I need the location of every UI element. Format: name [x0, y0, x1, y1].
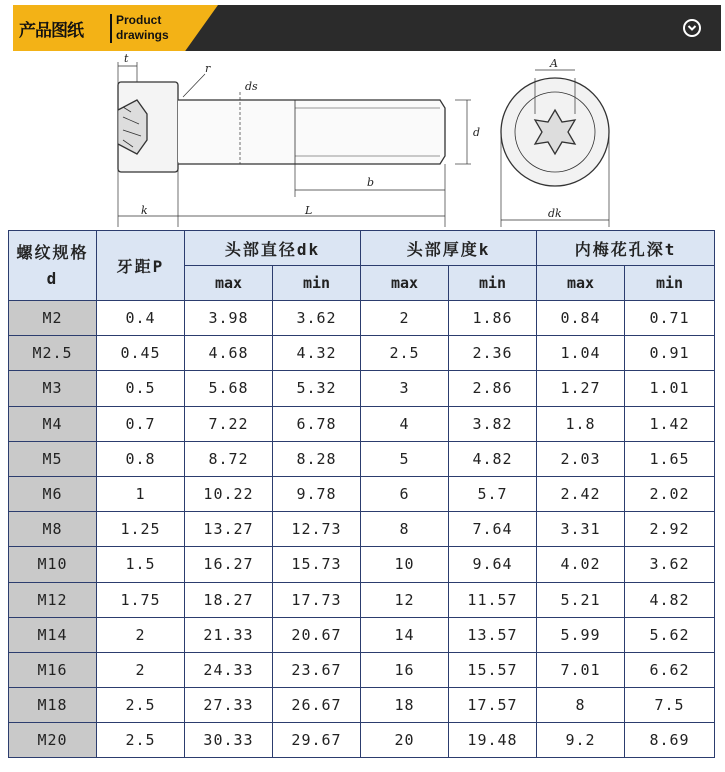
label-b: b	[367, 176, 375, 189]
table-cell: 4.82	[625, 582, 715, 617]
table-cell: 8	[537, 688, 625, 723]
header-k-max: max	[361, 266, 449, 301]
header-pitch: 牙距P	[97, 231, 185, 301]
table-cell: 15.73	[273, 547, 361, 582]
table-row	[9, 406, 715, 441]
label-t: t	[124, 52, 129, 65]
table-cell: 8.28	[273, 441, 361, 476]
table-cell: 13.27	[185, 512, 273, 547]
table-cell: 7.64	[449, 512, 537, 547]
spec-cell: M2.5	[9, 336, 97, 371]
table-cell: 2.86	[449, 371, 537, 406]
table-cell: 3.82	[449, 406, 537, 441]
table-cell: 2	[361, 301, 449, 336]
table-cell: 4.02	[537, 547, 625, 582]
table-cell: 9.2	[537, 723, 625, 758]
table-cell: 1.04	[537, 336, 625, 371]
table-cell: 5.32	[273, 371, 361, 406]
table-cell: 15.57	[449, 652, 537, 687]
table-cell: 0.4	[97, 301, 185, 336]
table-cell: 2.5	[97, 723, 185, 758]
table-cell: 1.25	[97, 512, 185, 547]
table-row	[9, 723, 715, 758]
header-k: 头部厚度k	[361, 231, 537, 266]
spec-cell: M14	[9, 617, 97, 652]
label-ds: ds	[245, 80, 258, 93]
header-k-min: min	[449, 266, 537, 301]
table-cell: 4	[361, 406, 449, 441]
table-cell: 2.5	[97, 688, 185, 723]
header-title-cn: 产品图纸	[19, 21, 83, 41]
spec-cell: M3	[9, 371, 97, 406]
table-cell: 7.22	[185, 406, 273, 441]
label-d: d	[473, 126, 481, 139]
table-row	[9, 582, 715, 617]
spec-cell: M12	[9, 582, 97, 617]
header-spec: 螺纹规格d	[9, 231, 97, 301]
table-cell: 0.91	[625, 336, 715, 371]
table-cell: 0.71	[625, 301, 715, 336]
header-t-max: max	[537, 266, 625, 301]
header-t: 内梅花孔深t	[537, 231, 715, 266]
table-cell: 18	[361, 688, 449, 723]
table-cell: 12	[361, 582, 449, 617]
table-cell: 24.33	[185, 652, 273, 687]
table-cell: 2	[97, 617, 185, 652]
header-divider	[110, 14, 112, 43]
table-cell: 30.33	[185, 723, 273, 758]
chevron-down-circle-icon[interactable]	[683, 19, 701, 37]
page-header	[13, 5, 721, 51]
table-cell: 5.99	[537, 617, 625, 652]
table-cell: 2.03	[537, 441, 625, 476]
table-cell: 3.62	[273, 301, 361, 336]
table-row	[9, 301, 715, 336]
table-cell: 2.36	[449, 336, 537, 371]
table-cell: 5.62	[625, 617, 715, 652]
spec-cell: M10	[9, 547, 97, 582]
table-cell: 3.98	[185, 301, 273, 336]
table-cell: 20	[361, 723, 449, 758]
table-cell: 26.67	[273, 688, 361, 723]
table-row	[9, 336, 715, 371]
table-cell: 17.73	[273, 582, 361, 617]
header-t-min: min	[625, 266, 715, 301]
bolt-shank	[178, 100, 445, 164]
header-dk-min: min	[273, 266, 361, 301]
table-cell: 4.32	[273, 336, 361, 371]
table-cell: 6	[361, 476, 449, 511]
spec-cell: M4	[9, 406, 97, 441]
spec-cell: M5	[9, 441, 97, 476]
table-cell: 7.5	[625, 688, 715, 723]
table-cell: 2.02	[625, 476, 715, 511]
table-cell: 0.5	[97, 371, 185, 406]
table-cell: 21.33	[185, 617, 273, 652]
table-cell: 1.5	[97, 547, 185, 582]
table-cell: 1.65	[625, 441, 715, 476]
table-cell: 4.82	[449, 441, 537, 476]
table-row	[9, 617, 715, 652]
table-cell: 10	[361, 547, 449, 582]
table-cell: 4.68	[185, 336, 273, 371]
table-cell: 23.67	[273, 652, 361, 687]
label-A: A	[550, 57, 558, 70]
table-row	[9, 652, 715, 687]
table-cell: 12.73	[273, 512, 361, 547]
spec-cell: M6	[9, 476, 97, 511]
table-row	[9, 512, 715, 547]
table-cell: 18.27	[185, 582, 273, 617]
spec-cell: M18	[9, 688, 97, 723]
table-cell: 3.31	[537, 512, 625, 547]
table-cell: 6.78	[273, 406, 361, 441]
table-cell: 10.22	[185, 476, 273, 511]
table-cell: 29.67	[273, 723, 361, 758]
spec-cell: M20	[9, 723, 97, 758]
table-cell: 1.01	[625, 371, 715, 406]
table-cell: 5.7	[449, 476, 537, 511]
header-title-en-line2: drawings	[116, 28, 169, 42]
table-row	[9, 476, 715, 511]
table-cell: 1.75	[97, 582, 185, 617]
table-cell: 9.64	[449, 547, 537, 582]
bolt-technical-drawing	[95, 52, 655, 228]
table-cell: 3.62	[625, 547, 715, 582]
table-cell: 1.86	[449, 301, 537, 336]
table-cell: 8.69	[625, 723, 715, 758]
table-cell: 8	[361, 512, 449, 547]
table-cell: 0.7	[97, 406, 185, 441]
table-cell: 11.57	[449, 582, 537, 617]
label-k: k	[141, 204, 148, 217]
spec-table	[8, 230, 715, 758]
table-cell: 14	[361, 617, 449, 652]
table-row	[9, 371, 715, 406]
table-cell: 16.27	[185, 547, 273, 582]
table-cell: 13.57	[449, 617, 537, 652]
table-cell: 1.42	[625, 406, 715, 441]
table-cell: 2.42	[537, 476, 625, 511]
table-cell: 2.5	[361, 336, 449, 371]
table-cell: 2	[97, 652, 185, 687]
table-cell: 5.68	[185, 371, 273, 406]
table-cell: 19.48	[449, 723, 537, 758]
table-cell: 20.67	[273, 617, 361, 652]
header-title-en	[116, 13, 169, 43]
header-dk: 头部直径dk	[185, 231, 361, 266]
table-cell: 16	[361, 652, 449, 687]
table-cell: 5.21	[537, 582, 625, 617]
spec-cell: M16	[9, 652, 97, 687]
table-row	[9, 688, 715, 723]
table-cell: 7.01	[537, 652, 625, 687]
header-title-en-line1: Product	[116, 13, 162, 27]
spec-cell: M8	[9, 512, 97, 547]
table-cell: 3	[361, 371, 449, 406]
table-cell: 0.84	[537, 301, 625, 336]
table-cell: 0.8	[97, 441, 185, 476]
table-cell: 9.78	[273, 476, 361, 511]
table-cell: 1	[97, 476, 185, 511]
spec-table-body	[9, 301, 715, 758]
label-L: L	[305, 204, 313, 217]
table-cell: 6.62	[625, 652, 715, 687]
table-row	[9, 441, 715, 476]
table-cell: 8.72	[185, 441, 273, 476]
table-cell: 27.33	[185, 688, 273, 723]
table-cell: 1.8	[537, 406, 625, 441]
table-cell: 2.92	[625, 512, 715, 547]
table-cell: 17.57	[449, 688, 537, 723]
header-dk-max: max	[185, 266, 273, 301]
table-cell: 0.45	[97, 336, 185, 371]
label-r: r	[205, 62, 211, 75]
spec-cell: M2	[9, 301, 97, 336]
table-cell: 5	[361, 441, 449, 476]
label-dk: dk	[548, 207, 562, 220]
table-row	[9, 547, 715, 582]
table-cell: 1.27	[537, 371, 625, 406]
